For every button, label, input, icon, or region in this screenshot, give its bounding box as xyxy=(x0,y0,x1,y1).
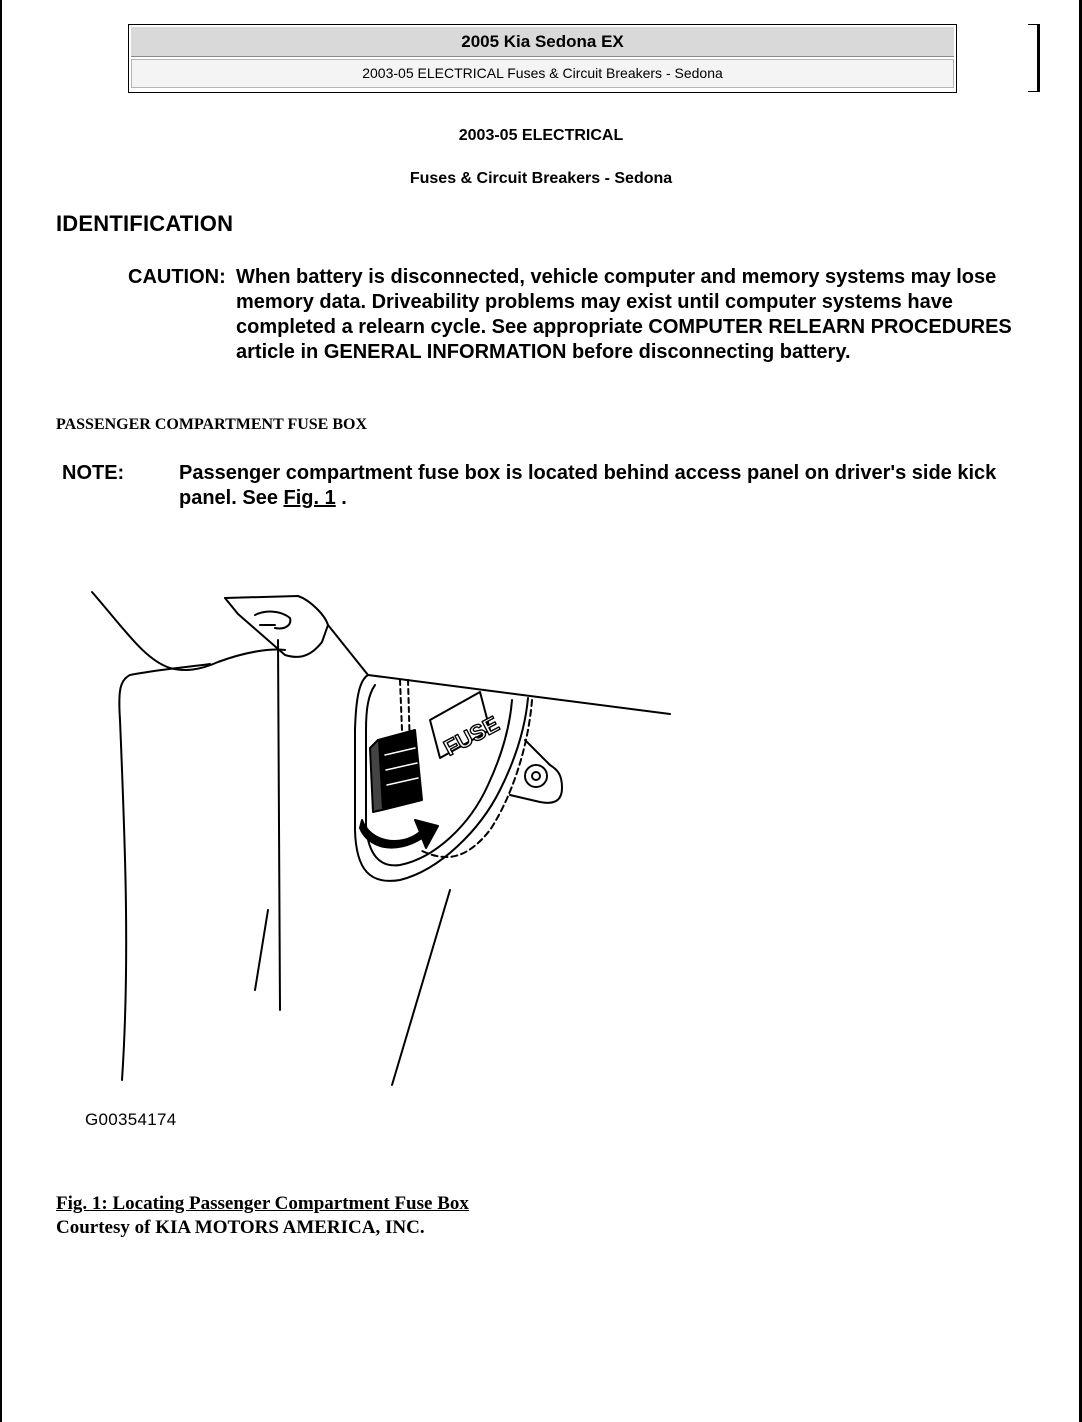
removal-arrow xyxy=(360,820,438,848)
section-title: IDENTIFICATION xyxy=(56,211,234,236)
caution-label: CAUTION: xyxy=(128,266,226,288)
figure-courtesy: Courtesy of KIA MOTORS AMERICA, INC. xyxy=(56,1217,425,1238)
figure-caption-title: Fig. 1: Locating Passenger Compartment Fuse Box xyxy=(56,1193,469,1214)
figure-code: G00354174 xyxy=(85,1110,177,1129)
page-border-left xyxy=(0,0,2,1422)
figure-caption xyxy=(56,1192,469,1240)
header-bracket xyxy=(1028,24,1040,92)
note-text-after: . xyxy=(335,487,347,509)
kick-panel-outline xyxy=(119,675,130,1080)
subsection-title: PASSENGER COMPARTMENT FUSE BOX xyxy=(56,416,368,433)
header-title: 2005 Kia Sedona EX xyxy=(131,27,954,57)
fig-1-link[interactable]: Fig. 1 xyxy=(283,487,336,509)
note-label: NOTE: xyxy=(62,462,125,484)
fuse-box-illustration xyxy=(70,580,690,1100)
note-text-before: Passenger compartment fuse box is located behind access panel on driver's side kick panel. See xyxy=(179,462,997,509)
document-subheading: Fuses & Circuit Breakers - Sedona xyxy=(409,170,673,187)
header-subtitle: 2003-05 ELECTRICAL Fuses & Circuit Breakers - Sedona xyxy=(131,59,954,88)
note-text xyxy=(179,461,1039,511)
caution-text: When battery is disconnected, vehicle computer and memory systems may lose memory data. Driveability problems may exist until computer systems have completed a relearn cycle. See appropriate COMPUTER RELEARN PROCEDURES article in GENERAL INFORMATION before disconnecting battery. xyxy=(236,266,1012,363)
fuse-label: FUSE xyxy=(439,711,504,761)
hood-release-bracket xyxy=(225,596,670,714)
document-heading: 2003-05 ELECTRICAL xyxy=(458,127,624,144)
document-header xyxy=(128,24,957,93)
